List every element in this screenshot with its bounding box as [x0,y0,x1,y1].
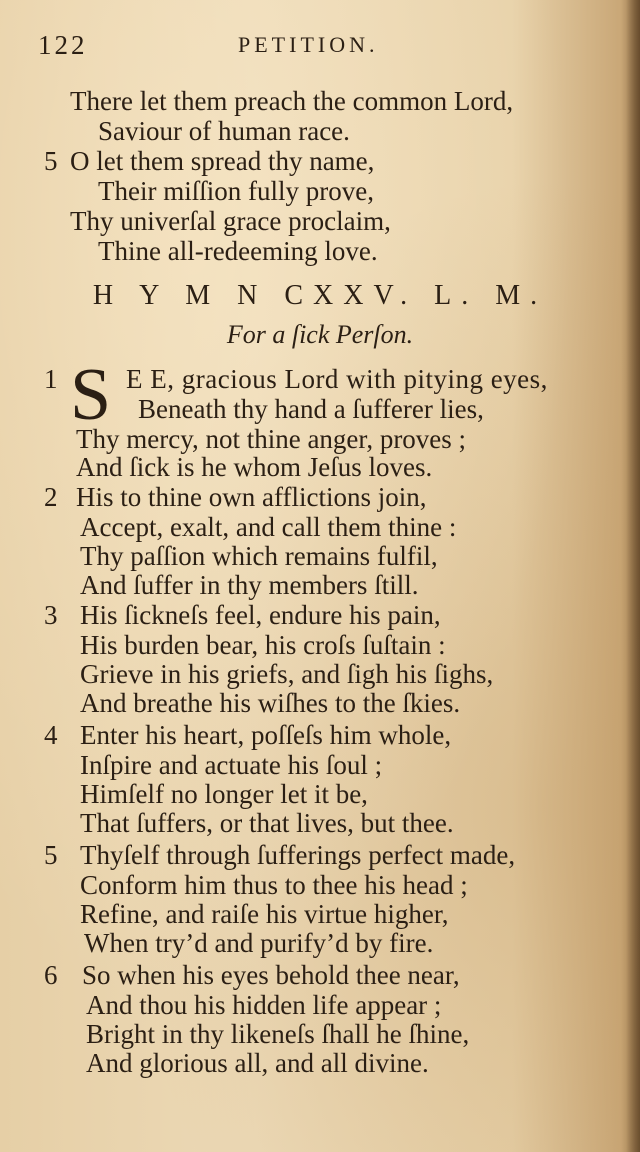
verse-number: 5 [44,146,58,176]
verse-line: Enter his heart, poſſeſs him whole, [80,720,452,750]
verse-line: Accept, exalt, and call them thine : [80,512,457,542]
page-header [38,30,610,64]
verse-line: O let them spread thy name, [70,146,375,176]
verse-number: 2 [44,482,58,512]
running-head: PETITION. [238,32,379,57]
verse-line: His burden bear, his croſs ſuſtain : [80,630,446,660]
verse-line: And ſick is he whom Jeſus loves. [76,452,433,482]
verse-line: Thyſelf through ſufferings perfect made, [80,840,516,870]
verse-line: Grieve in his griefs, and ſigh his ſighs, [80,659,494,689]
verse-line: And ſuffer in thy members ſtill. [80,570,419,600]
hymn-subtitle: For a ſick Perſon. [226,320,414,349]
verse-line: There let them preach the common Lord, [70,86,514,116]
verse-line: And breathe his wiſhes to the ſkies. [80,688,461,718]
verse-number: 5 [44,840,58,870]
verse-line: Conform him thus to thee his head ; [80,870,468,900]
verse-line: Thy univerſal grace proclaim, [70,206,391,236]
verse-line: And thou his hidden life appear ; [86,990,442,1020]
verse-line: Bright in thy likeneſs ſhall he ſhine, [86,1019,470,1049]
verse-line: Himſelf no longer let it be, [80,779,368,809]
verse-number: 6 [44,960,58,990]
verse-line: E E, gracious Lord with pitying eyes, [126,364,548,394]
verse-line: Beneath thy hand a ſufferer lies, [138,394,484,424]
verse-line: Saviour of human race. [98,116,350,146]
verse-line: And glorious all, and all divine. [86,1048,429,1078]
verse-line: Thine all-redeeming love. [98,236,378,266]
verse-line: His to thine own afflictions join, [76,482,427,512]
drop-cap: S [70,354,112,436]
verse-line: Inſpire and actuate his ſoul ; [80,750,383,780]
hymn-title: H Y M N CXXV. L. M. [92,280,548,311]
page-number: 122 [38,30,88,60]
verse-line: So when his eyes behold thee near, [82,960,460,990]
verse-line: That ſuffers, or that lives, but thee. [80,808,454,838]
verse-number: 4 [44,720,58,750]
page-edge-shadow [626,0,640,1152]
verse-number: 1 [44,364,58,394]
verse-number: 3 [44,600,58,630]
verse-line: Refine, and raiſe his virtue higher, [80,899,449,929]
verse-line: When try’d and purify’d by fire. [84,928,434,958]
verse-line: His ſickneſs feel, endure his pain, [80,600,441,630]
verse-line: Thy mercy, not thine anger, proves ; [76,424,467,454]
verse-line: Their miſſion fully prove, [98,176,374,206]
verse-line: Thy paſſion which remains fulfil, [80,541,438,571]
